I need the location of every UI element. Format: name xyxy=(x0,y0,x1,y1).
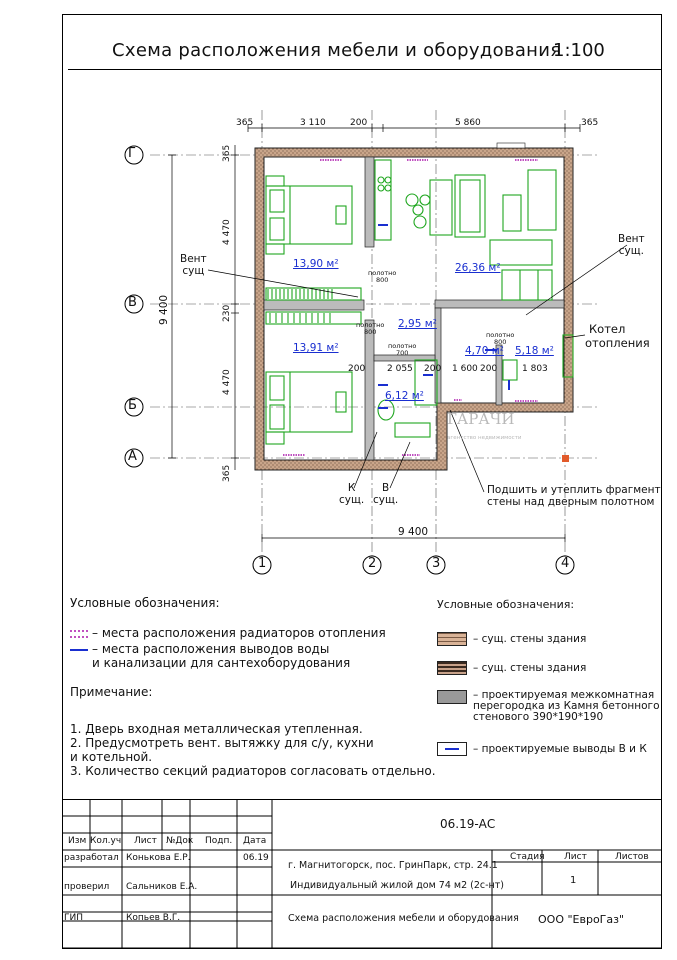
legend-left-item-1-text: – места расположения радиаторов отопления xyxy=(92,626,386,640)
dim-left-1: 365 xyxy=(222,144,232,162)
stamp-role-gip: ГИП xyxy=(64,913,83,923)
legend-right-item-2-text: – сущ. стены здания xyxy=(473,662,587,674)
axis-label-1: 1 xyxy=(258,556,267,571)
note-line-2: 2. Предусмотреть вент. вытяжку для с/у, кухни xyxy=(70,736,374,750)
axis-label-2: 2 xyxy=(368,556,377,571)
inner-dim-3: 200 xyxy=(424,364,442,374)
stamp-grid xyxy=(62,799,662,949)
axis-label-a: А xyxy=(128,449,137,464)
stamp-address: г. Магнитогорск, пос. ГринПарк, стр. 24.1 xyxy=(288,860,498,871)
legend-left-heading: Условные обозначения: xyxy=(70,596,220,610)
stamp-role-developer: разработал xyxy=(64,853,119,863)
legend-left-item-1 xyxy=(70,626,386,640)
dim-top-1: 365 xyxy=(236,118,254,128)
callout-vent-right-line1: Вент xyxy=(618,233,645,245)
callout-boiler-line1: Котел xyxy=(589,322,626,336)
callout-k-exist xyxy=(339,482,364,506)
legend-right-item-4 xyxy=(437,742,647,756)
dim-left-3: 230 xyxy=(222,304,232,322)
legend-left-item-2-text2: и канализации для сантехоборудования xyxy=(92,656,351,670)
door-label-4-line1: полотно xyxy=(486,331,515,339)
callout-wall-note xyxy=(487,484,661,508)
stamp-company: ООО "ЕвроГаз" xyxy=(538,913,625,926)
dim-top-3: 200 xyxy=(350,118,368,128)
axis-label-3: 3 xyxy=(432,556,441,571)
callout-wall-note-line2: стены над дверным полотном xyxy=(487,496,655,508)
door-label-2-line1: полотно xyxy=(356,321,385,329)
door-label-2-line2: 800 xyxy=(363,328,377,336)
dim-top-2: 3 110 xyxy=(300,118,326,128)
axis-label-b: Б xyxy=(128,398,137,413)
legend-right-item-1 xyxy=(437,632,586,646)
callout-vent-left-line1: Вент xyxy=(180,253,207,265)
legend-right-item-3-textblock xyxy=(473,690,660,723)
callout-vent-left-line2: сущ xyxy=(182,265,205,277)
axis-corner-marker xyxy=(562,455,569,462)
stamp-header-podp: Подп. xyxy=(205,836,233,846)
door-label-3-line2: 700 xyxy=(395,349,409,357)
watermark-sub: агентство недвижимости xyxy=(447,435,522,441)
partition-swatch xyxy=(437,690,467,704)
note-line-3: и котельной. xyxy=(70,750,153,764)
note-line-1: 1. Дверь входная металлическая утепленная. xyxy=(70,722,363,736)
dim-left-5: 365 xyxy=(222,464,232,482)
door-label-2 xyxy=(356,322,384,336)
legend-right-item-3-text: – проектируемая межкомнатная xyxy=(473,689,655,701)
room-area-corridor: 4,70 м² xyxy=(465,345,504,357)
stamp-name-developer: Конькова Е.Р. xyxy=(126,853,191,863)
radiator-swatch xyxy=(70,630,88,638)
axis-label-v: В xyxy=(128,295,137,310)
stamp-header-date: Дата xyxy=(243,836,267,846)
door-label-4 xyxy=(486,332,514,346)
dim-top-4: 5 860 xyxy=(455,118,481,128)
room-area-boiler: 5,18 м² xyxy=(515,345,554,357)
callout-v-exist-line2: сущ. xyxy=(373,494,399,506)
stamp-sheet-no: 1 xyxy=(570,875,577,886)
inner-dim-4: 1 600 xyxy=(452,364,478,374)
legend-right-heading: Условные обозначения: xyxy=(437,598,575,611)
note-line-4: 3. Количество секций радиаторов согласовать отдельно. xyxy=(70,764,436,778)
stamp-name-gip: Копьев В.Г. xyxy=(126,913,181,923)
legend-right-item-3 xyxy=(437,690,660,723)
watermark-logo: ГАРАЧИ xyxy=(447,410,515,428)
door-label-1-line1: полотно xyxy=(368,269,397,277)
notes-heading: Примечание: xyxy=(70,685,153,699)
stamp-header-list: Лист xyxy=(134,836,157,846)
walls xyxy=(255,143,573,470)
callout-vent-right-line2: сущ. xyxy=(618,245,644,257)
inner-dim-2: 2 055 xyxy=(387,364,413,374)
legend-right-item-1-text: – сущ. стены здания xyxy=(473,633,587,645)
callout-k-exist-line2: сущ. xyxy=(339,494,365,506)
callout-v-exist-line1: В xyxy=(382,482,390,494)
door-label-3 xyxy=(388,343,416,357)
wall-swatch-2 xyxy=(437,661,467,675)
room-area-bathroom: 6,12 м² xyxy=(385,390,424,402)
axis-label-4: 4 xyxy=(561,556,570,571)
stamp-sheet-label: Лист xyxy=(564,852,587,862)
stamp-header-koluch: Кол.уч xyxy=(90,836,122,846)
axis-label-g: Г xyxy=(128,146,136,161)
notes-list xyxy=(70,722,436,778)
inner-dim-5: 200 xyxy=(480,364,498,374)
stamp-sheets-label: Листов xyxy=(615,852,649,862)
legend-left-item-2 xyxy=(70,642,350,670)
room-area-bedroom-2: 13,91 м² xyxy=(293,342,339,354)
room-area-hall: 2,95 м² xyxy=(398,318,437,330)
stamp-header-izm: Изм xyxy=(68,836,87,846)
callout-wall-note-line1: Подшить и утеплить фрагмент xyxy=(487,484,661,496)
dim-left-2: 4 470 xyxy=(222,219,232,245)
outlet-swatch-line xyxy=(445,748,459,750)
stamp-name-checker: Сальников Е.А. xyxy=(126,882,198,892)
callout-boiler-line2: отопления xyxy=(585,336,650,350)
door-label-3-line1: полотно xyxy=(388,342,417,350)
outlet-swatch-box xyxy=(437,742,467,756)
callout-vent-left xyxy=(180,253,207,277)
callout-boiler xyxy=(585,322,650,350)
callout-v-exist xyxy=(373,482,398,506)
outlets xyxy=(378,225,509,408)
room-area-living: 26,36 м² xyxy=(455,262,501,274)
legend-right-item-3-text2: перегородка из Камня бетонного xyxy=(473,700,660,712)
dim-top-5: 365 xyxy=(581,118,599,128)
inner-dim-6: 1 803 xyxy=(522,364,548,374)
door-label-4-line2: 800 xyxy=(493,338,507,346)
legend-left-item-2-text: – места расположения выводов воды xyxy=(92,642,330,656)
stamp-object: Индивидуальный жилой дом 74 м2 (2с-нт) xyxy=(290,880,504,891)
dim-total-height: 9 400 xyxy=(158,294,170,325)
room-area-bedroom-1: 13,90 м² xyxy=(293,258,339,270)
legend-right-item-3-text3: стенового 390*190*190 xyxy=(473,711,604,723)
outlet-swatch xyxy=(70,649,88,651)
door-label-1-line2: 800 xyxy=(375,276,389,284)
stamp-role-checker: проверил xyxy=(64,882,110,892)
stamp-header-nodok: №Док xyxy=(166,836,194,846)
door-label-1 xyxy=(368,270,396,284)
inner-dim-1: 200 xyxy=(348,364,366,374)
legend-right-item-2 xyxy=(437,661,586,675)
stamp-date-developer: 06.19 xyxy=(243,853,269,863)
stamp-stage-label: Стадия xyxy=(510,852,545,862)
drawing-scale: 1:100 xyxy=(553,40,605,61)
wall-swatch-1 xyxy=(437,632,467,646)
stamp-sheet-name: Схема расположения мебели и оборудования xyxy=(288,913,519,924)
legend-right-item-4-text: – проектируемые выводы В и К xyxy=(473,743,647,755)
callout-k-exist-line1: К xyxy=(347,482,356,494)
drawing-title: Схема расположения мебели и оборудования xyxy=(112,40,562,61)
dim-total-width: 9 400 xyxy=(398,526,429,538)
callout-vent-right xyxy=(618,233,645,257)
dim-left-4: 4 470 xyxy=(222,369,232,395)
stamp-code: 06.19-АС xyxy=(440,817,496,831)
